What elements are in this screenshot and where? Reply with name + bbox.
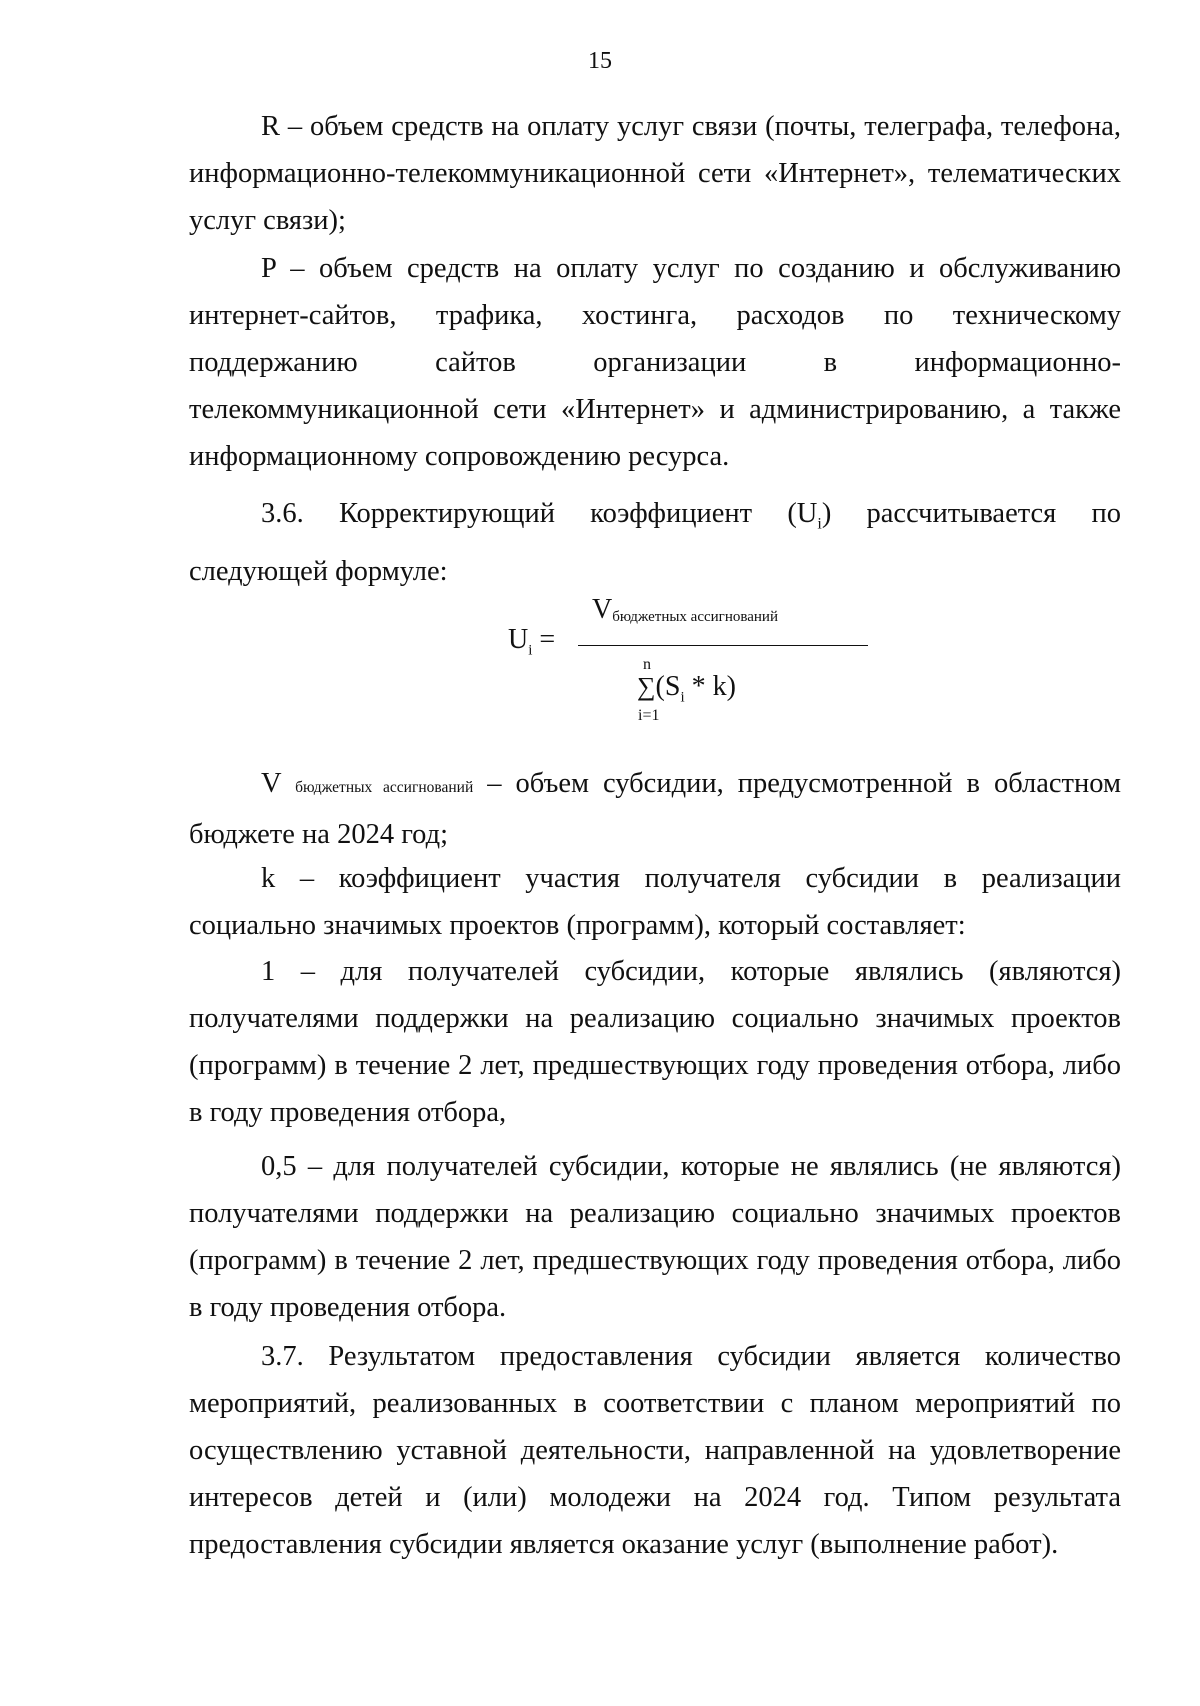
formula-sum-upper-limit: n bbox=[643, 656, 651, 673]
r-definition-paragraph: R – объем средств на оплату услуг связи (почты, телеграфа, телефона, информационно-телекоммуникационной сети «Интернет», телематических услуг связи); bbox=[189, 111, 1121, 236]
v-definition-symbol: V bbox=[261, 768, 282, 799]
section-3-6-text-end: ) рассчитывается по следующей формуле: bbox=[189, 498, 1121, 587]
sigma-icon: ∑ bbox=[637, 672, 656, 701]
section-3-6-subscript: i bbox=[817, 515, 822, 533]
formula-numerator-symbol: V bbox=[592, 594, 613, 625]
formula-sum-body-subscript: i bbox=[680, 689, 685, 706]
formula-lhs-subscript: i bbox=[528, 642, 533, 659]
v-definition-subscript: бюджетных ассигнований bbox=[295, 779, 474, 796]
section-3-6-text-start: 3.6. Корректирующий коэффициент (U bbox=[261, 498, 818, 529]
formula-lhs bbox=[508, 624, 555, 660]
formula-lhs-symbol: U bbox=[508, 624, 529, 655]
k-value-half-paragraph: 0,5 – для получателей субсидии, которые не являлись (не являются) получателями поддержки на реализацию социально значимых проектов (программ) в течение 2 лет, предшествующих году проведения отбора, либо в году проведения отбора. bbox=[189, 1151, 1121, 1323]
k-definition-paragraph: k – коэффициент участия получателя субсидии в реализации социально значимых проектов (программ), который составляет: bbox=[189, 863, 1121, 941]
formula-fraction-bar bbox=[578, 645, 868, 646]
formula-numerator bbox=[592, 594, 778, 626]
coefficient-formula bbox=[500, 594, 880, 744]
formula-sum-body-start: (S bbox=[655, 671, 681, 702]
formula-denominator bbox=[637, 671, 736, 707]
k-value-one-paragraph: 1 – для получателей субсидии, которые являлись (являются) получателями поддержки на реализацию социально значимых проектов (программ) в течение 2 лет, предшествующих году проведения отбора, либо в году проведения отбора, bbox=[189, 956, 1121, 1128]
section-3-6-paragraph bbox=[189, 490, 1121, 595]
formula-equals: = bbox=[532, 624, 556, 655]
p-definition-paragraph: P – объем средств на оплату услуг по созданию и обслуживанию интернет-сайтов, трафика, хостинга, расходов по техническому поддержанию сайтов организации в информационно-телекоммуникационной сети «Интернет» и администрированию, а также информационному сопровождению ресурса. bbox=[189, 253, 1121, 472]
formula-sum-lower-limit: i=1 bbox=[638, 707, 660, 724]
v-definition-text: – объем субсидии, предусмотренной в областном бюджете на 2024 год; bbox=[189, 768, 1122, 850]
v-definition-paragraph bbox=[189, 760, 1121, 858]
formula-numerator-subscript: бюджетных ассигнований bbox=[612, 609, 778, 625]
formula-sum-body-end: * k) bbox=[684, 671, 736, 702]
page-number: 15 bbox=[588, 48, 612, 74]
section-3-7-paragraph: 3.7. Результатом предоставления субсидии является количество мероприятий, реализованных в соответствии с планом мероприятий по осуществлению уставной деятельности, направленной на удовлетворение интересов детей и (или) молодежи на 2024 год. Типом результата предоставления субсидии является оказание услуг (выполнение работ). bbox=[189, 1341, 1121, 1560]
